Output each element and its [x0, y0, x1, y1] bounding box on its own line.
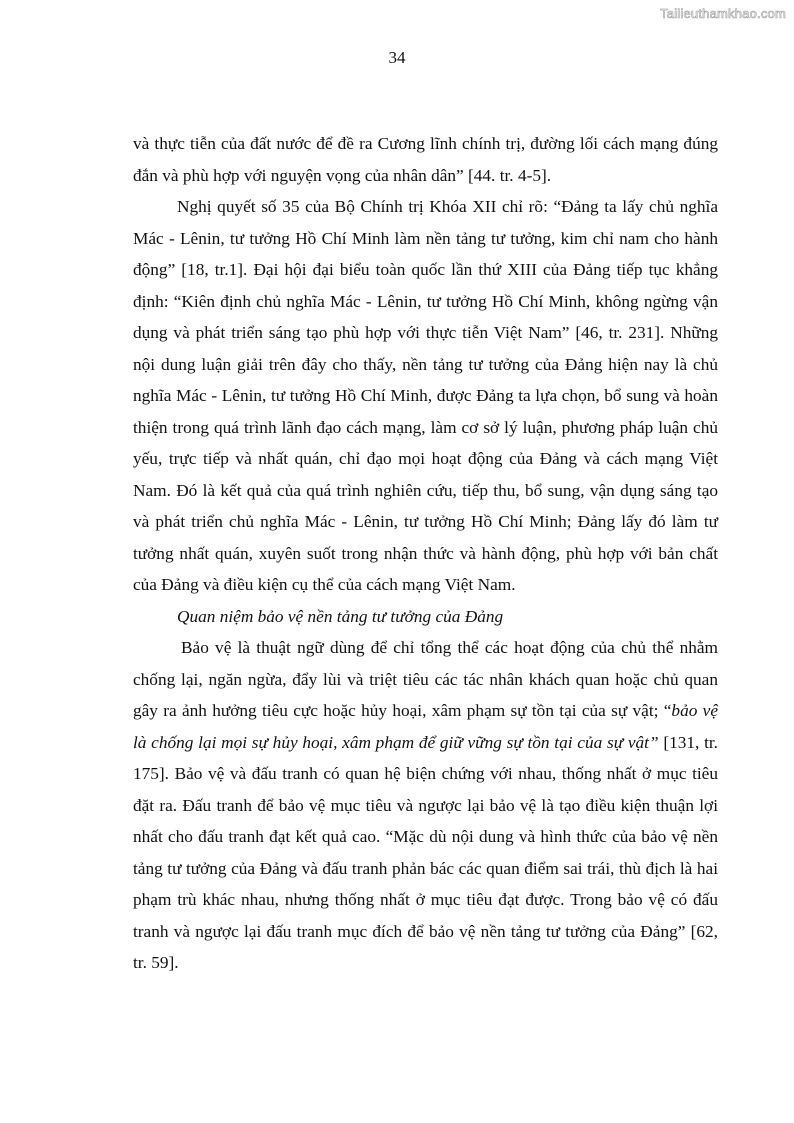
paragraph-text-end: [131, tr. 175]. Bảo vệ và đấu tranh có quan hệ biện chứng với nhau, thống nhất ở mục tiêu đặt ra. Đấu tranh để bảo vệ mục tiêu và ngược lại bảo vệ là tạo điều kiện thuận lợi nhất cho đấu tranh đạt kết quả cao. “Mặc dù nội dung và hình thức của bảo vệ nền tảng tư tưởng của Đảng và đấu tranh phản bác các quan điểm sai trái, thù địch là hai phạm trù khác nhau, nhưng thống nhất ở mục tiêu đạt được. Trong bảo vệ có đấu tranh và ngược lại đấu tranh mục đích để bảo vệ nền tảng tư tưởng của Đảng” [62, tr. 59]. — [133, 732, 719, 972]
paragraph-resolution-35: Nghị quyết số 35 của Bộ Chính trị Khóa XII chỉ rõ: “Đảng ta lấy chủ nghĩa Mác - Lênin, tư tưởng Hồ Chí Minh làm nền tảng tư tưởng, kim chỉ nam cho hành động” [18, tr.1]. Đại hội đại biểu toàn quốc lần thứ XIII của Đảng tiếp tục khẳng định: “Kiên định chủ nghĩa Mác - Lênin, tư tưởng Hồ Chí Minh, không ngừng vận dụng và phát triển sáng tạo phù hợp với thực tiễn Việt Nam” [46, tr. 231]. Những nội dung luận giải trên đây cho thấy, nền tảng tư tưởng của Đảng hiện nay là chủ nghĩa Mác - Lênin, tư tưởng Hồ Chí Minh, được Đảng ta lựa chọn, bổ sung và hoàn thiện trong quá trình lãnh đạo cách mạng, làm cơ sở lý luận, phương pháp luận chủ yếu, trực tiếp và nhất quán, chỉ đạo mọi hoạt động của Đảng và cách mạng Việt Nam. Đó là kết quả của quá trình nghiên cứu, tiếp thu, bổ sung, vận dụng sáng tạo và phát triển chủ nghĩa Mác - Lênin, tư tưởng Hồ Chí Minh; Đảng lấy đó làm tư tưởng nhất quán, xuyên suốt trong nhận thức và hành động, phù hợp với bản chất của Đảng và điều kiện cụ thể của cách mạng Việt Nam. — [133, 197, 718, 594]
paragraph-text-start: Bảo vệ là thuật ngữ dùng để chỉ tổng thể các hoạt động của chủ thể nhằm chống lại, ngăn ngừa, đẩy lùi và triệt tiêu các tác nhân khách quan hoặc chủ quan gây ra ảnh hưởng tiêu cực hoặc hủy hoại, xâm phạm sự tồn tại của sự vật; “ — [133, 638, 718, 720]
watermark: Tailieuthamkhao.com — [660, 6, 786, 21]
paragraph-continuation: và thực tiễn của đất nước để đề ra Cương lĩnh chính trị, đường lối cách mạng đúng đắn và phù hợp với nguyện vọng của nhân dân” [44. tr. 4-5]. — [133, 134, 718, 185]
document-body — [133, 128, 718, 979]
italic-quote: bảo vệ là chống lại mọi sự hủy hoại, xâm phạm để giữ vững sự tồn tại của sự vật” — [133, 701, 718, 752]
section-heading: Quan niệm bảo vệ nền tảng tư tưởng của Đảng — [177, 606, 504, 626]
paragraph-protection-concept — [133, 632, 718, 979]
page-number: 34 — [388, 48, 406, 67]
